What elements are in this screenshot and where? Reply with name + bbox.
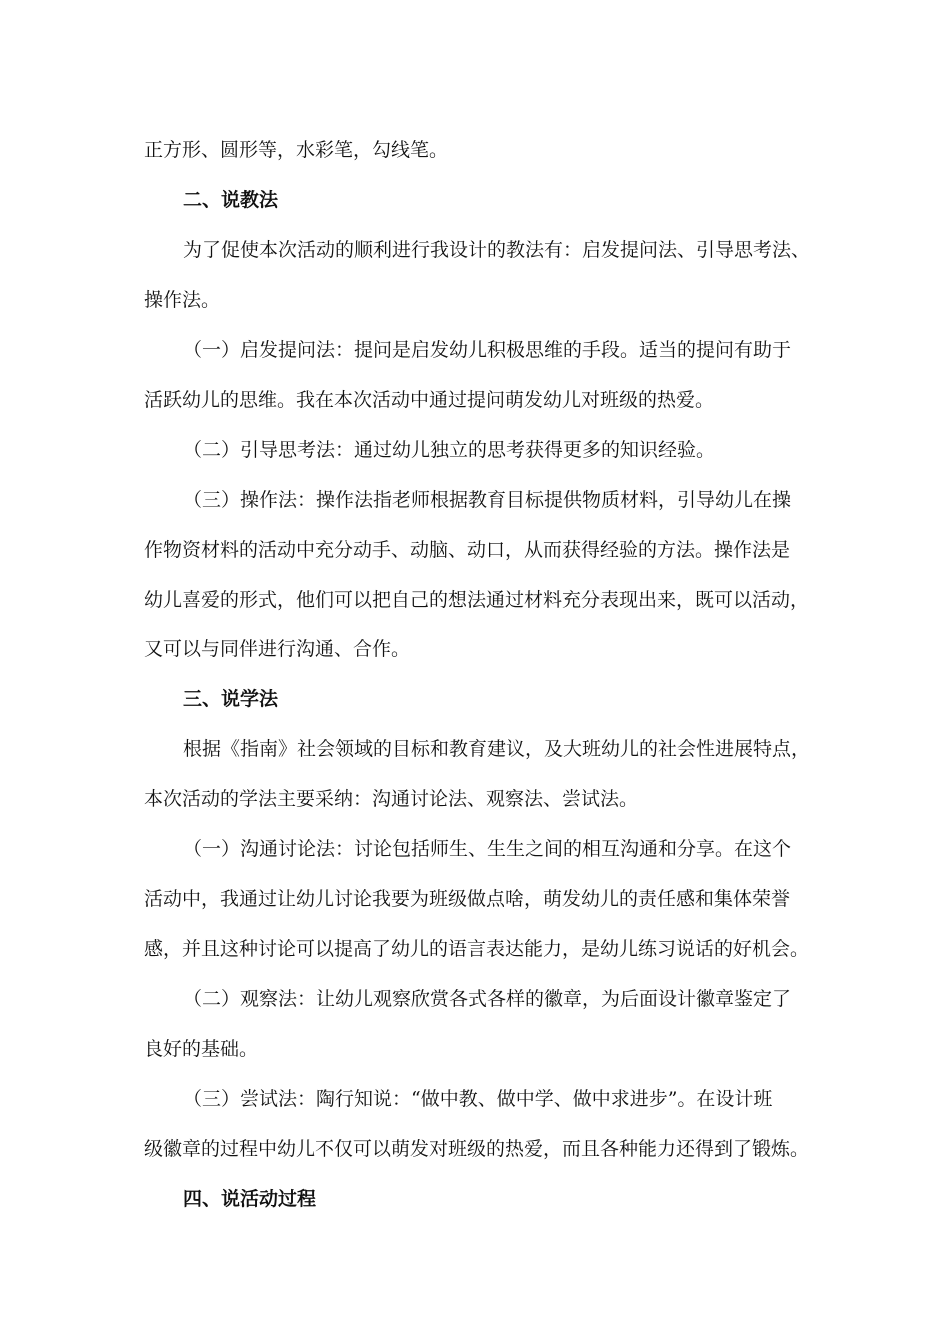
paragraph-line: 作物资材料的活动中充分动手、动脑、动口，从而获得经验的方法。操作法是 bbox=[144, 539, 791, 561]
paragraph-line: （一）启发提问法：提问是启发幼儿积极思维的手段。适当的提问有助于 bbox=[183, 339, 792, 361]
paragraph-line: 根据《指南》社会领域的目标和教育建议，及大班幼儿的社会性进展特点， bbox=[183, 738, 811, 760]
paragraph-line: 感，并且这种讨论可以提高了幼儿的语言表达能力，是幼儿练习说话的好机会。 bbox=[144, 938, 810, 960]
paragraph-line: 级徽章的过程中幼儿不仅可以萌发对班级的热爱，而且各种能力还得到了锻炼。 bbox=[144, 1138, 810, 1160]
paragraph-line: （二）引导思考法：通过幼儿独立的思考获得更多的知识经验。 bbox=[183, 439, 716, 461]
paragraph-line: 正方形、圆形等，水彩笔，勾线笔。 bbox=[144, 139, 449, 161]
paragraph-line: （一）沟通讨论法：讨论包括师生、生生之间的相互沟通和分享。在这个 bbox=[183, 838, 792, 860]
paragraph-line: 本次活动的学法主要采纳：沟通讨论法、观察法、尝试法。 bbox=[144, 788, 639, 810]
paragraph-line: 活动中，我通过让幼儿讨论我要为班级做点啥，萌发幼儿的责任感和集体荣誉 bbox=[144, 888, 791, 910]
paragraph-line: 为了促使本次活动的顺利进行我设计的教法有：启发提问法、引导思考法、 bbox=[183, 239, 811, 261]
paragraph-line: 良好的基础。 bbox=[144, 1038, 259, 1060]
paragraph-line: 幼儿喜爱的形式，他们可以把自己的想法通过材料充分表现出来，既可以活动， bbox=[144, 589, 810, 611]
paragraph-line: （三）操作法：操作法指老师根据教育目标提供物质材料，引导幼儿在操 bbox=[183, 489, 792, 511]
section-heading: 四、说活动过程 bbox=[183, 1188, 317, 1210]
section-heading: 二、说教法 bbox=[183, 189, 279, 211]
paragraph-line: （二）观察法：让幼儿观察欣赏各式各样的徽章，为后面设计徽章鉴定了 bbox=[183, 988, 792, 1010]
section-heading: 三、说学法 bbox=[183, 688, 279, 710]
paragraph-line: 操作法。 bbox=[144, 289, 221, 311]
paragraph-line: （三）尝试法：陶行知说：“做中教、做中学、做中求进步”。在设计班 bbox=[183, 1088, 773, 1110]
paragraph-line: 又可以与同伴进行沟通、合作。 bbox=[144, 638, 411, 660]
paragraph-line: 活跃幼儿的思维。我在本次活动中通过提问萌发幼儿对班级的热爱。 bbox=[144, 389, 715, 411]
